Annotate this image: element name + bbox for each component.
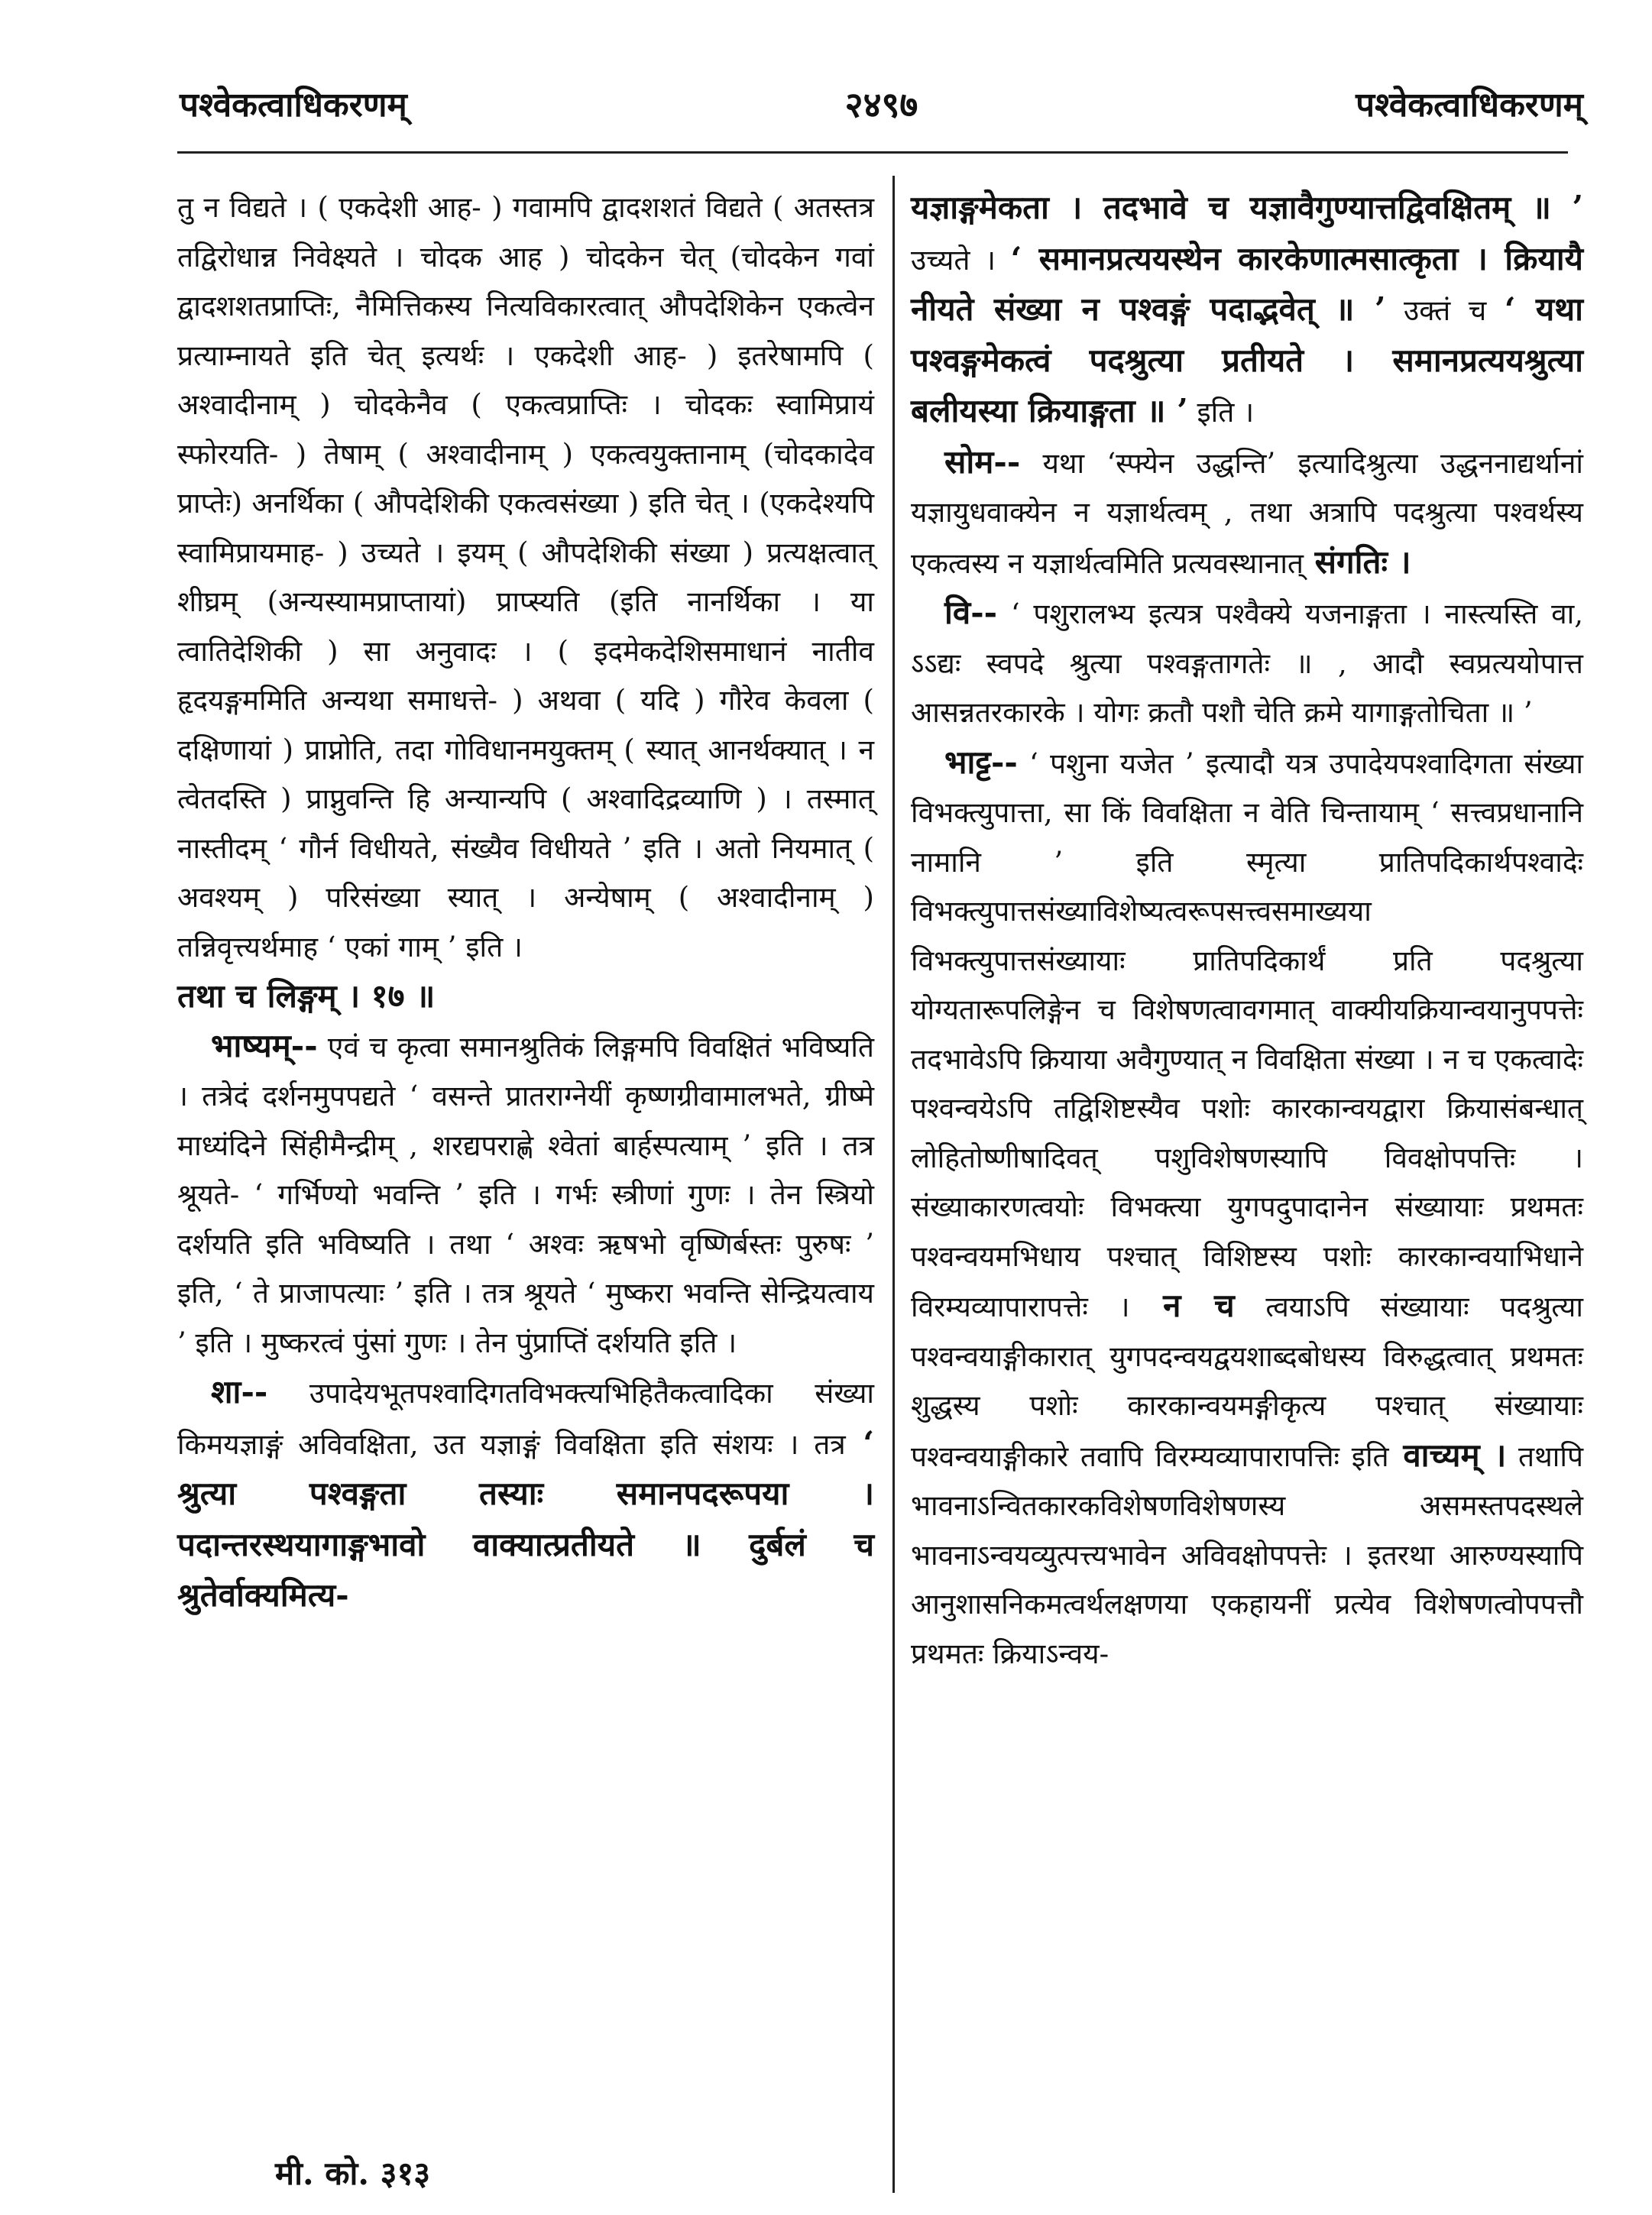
sutra-heading: तथा च लिङ्गम् । १७ ॥ [177, 977, 436, 1015]
vi-label: वि-- [944, 594, 998, 631]
som-paragraph [911, 438, 1583, 589]
bhatta-bold: न च [1129, 1287, 1235, 1324]
bhatta-text: ‘ पशुना यजेत ’ इत्यादौ यत्र उपादेयपश्वादिगता संख्या विभक्त्युपात्ता, सा किं विवक्षिता न वेति चिन्तायाम् ‘ सत्त्वप्रधानानि नामानि ’ इति स्मृत्या प्रातिपदिकार्थपश्वादेः विभक्त्युपात्तसंख्याविशेष्यत्वरूपसत्त्वसमाख्यया विभक्त्युपात्तसंख्यायाः प्रातिपदिकार्थं प्रति पदश्रुत्या योग्यतारूपलिङ्गेन च विशेषणत्वावगमात् वाक्यीयक्रियान्वयानुपपत्तेः तदभावेऽपि क्रियाया अवैगुण्यात् न विवक्षिता संख्या । न च एकत्वादेः पश्वन्वयेऽपि तद्विशिष्टस्यैव पशोः कारकान्वयद्वारा क्रियासंबन्धात् लोहितोष्णीषादिवत् पशुविशेषणस्यापि विवक्षोपपत्तिः । संख्याकारणत्वयोः विभक्त्या युगपदुपादानेन संख्यायाः प्रथमतः पश्वन्वयमभिधाय पश्चात् विशिष्टस्य पशोः कारकान्वयाभिधाने विरम्यव्यापारापत्तेः । [911, 746, 1583, 1323]
bhatta-bold-2: वाच्यम् । [1388, 1436, 1507, 1474]
header-left-title: पश्वेकत्वाधिकरणम् [180, 86, 407, 125]
text-2: उक्तं च [1385, 294, 1505, 327]
text-1: उच्यते । [911, 243, 1011, 277]
sha-paragraph [177, 1368, 874, 1622]
bhashya-label: भाष्यम्-- [211, 1026, 318, 1064]
bhatta-text-3: तथापि भावनाऽन्वितकारकविशेषणविशेषणस्य असमस्तपदस्थले भावनाऽन्वयव्युत्पत्त्यभावेन अविवक्षोपपत्तेः । इतरथा आरुण्यस्यापि आनुशासनिकमत्वर्थलक्षणया एकहायनीं प्रत्येव विशेषणत्वोपपत्तौ प्रथमतः क्रियाऽन्वय- [911, 1439, 1583, 1670]
bhatta-label: भाट्ट-- [944, 743, 1018, 781]
right-column [911, 183, 1583, 1679]
right-paragraph-1 [911, 183, 1583, 438]
som-end: संगतिः । [1304, 542, 1411, 581]
column-divider [892, 176, 895, 2193]
som-label: सोम-- [944, 442, 1021, 481]
vi-text: ‘ पशुरालभ्य इत्यत्र पश्वैक्ये यजनाङ्गता । नास्त्यस्ति वा, ऽऽद्यः स्वपदे श्रुत्या पश्वङ्गतागतेः ॥ , आदौ स्वप्रत्ययोपात्त आसन्नतरकारके । योगः क्रतौ पशौ चेति क्रमे यागाङ्गतोचिता ॥ ’ [911, 597, 1583, 729]
header-right-title: पश्वेकत्वाधिकरणम् [1356, 86, 1583, 125]
verse-2: ‘ समानप्रत्ययस्थेन कारकेणात्मसात्कृता । क्रियायै नीयते संख्या न पश्वङ्गं पदाद्भवेत् ॥ ’ [911, 239, 1583, 328]
bhatta-paragraph [911, 738, 1583, 1679]
left-column [177, 183, 874, 1622]
som-text: यथा ‘स्फ्येन उद्धन्ति’ इत्यादिश्रुत्या उद्धननाद्यर्थानां यज्ञायुधवाक्येन न यज्ञार्थत्वम् , तथा अत्रापि पदश्रुत्या पश्वर्थस्य एकत्वस्य न यज्ञार्थत्वमिति प्रत्यवस्थानात् [911, 446, 1583, 580]
bhashya-paragraph [177, 1022, 874, 1368]
bhashya-text: एवं च कृत्वा समानश्रुतिकं लिङ्गमपि विवक्षितं भविष्यति । तत्रेदं दर्शनमुपपद्यते ‘ वसन्ते प्रातराग्नेयीं कृष्णग्रीवामालभते, ग्रीष्मे माध्यंदिने सिंहीमैन्द्रीम् , शरद्यपराह्णे श्वेतां बार्हस्पत्याम् ’ इति । तत्र श्रूयते- ‘ गर्भिण्यो भवन्ति ’ इति । गर्भः स्त्रीणां गुणः । तेन स्त्रियो दर्शयति इति भविष्यति । तथा ‘ अश्वः ऋषभो वृष्णिर्बस्तः पुरुषः ’ इति, ‘ ते प्राजापत्याः ’ इति । तत्र श्रूयते ‘ मुष्करा भवन्ति सेन्द्रियत्वाय ’ इति । मुष्करत्वं पुंसां गुणः । तेन पुंप्राप्तिं दर्शयति इति । [177, 1030, 874, 1359]
verse-3: ‘ यथा पश्वङ्गमेकत्वं पदश्रुत्या प्रतीयते । समानप्रत्ययश्रुत्या बलीयस्या क्रियाङ्गता ॥ ’ [911, 290, 1584, 429]
sha-label: शा-- [211, 1373, 268, 1410]
header-rule [177, 151, 1568, 154]
footer-signature: मी. को. ३१३ [275, 2155, 431, 2192]
page-header [180, 80, 1583, 141]
bhatta-text-2: त्वयाऽपि संख्यायाः पदश्रुत्या पश्वन्वयाङ्गीकारात् युगपदन्वयद्वयशाब्दबोधस्य विरुद्धत्वात् प्रथमतः शुद्धस्य पशोः कारकान्वयमङ्गीकृत्य पश्चात् संख्यायाः पश्वन्वयाङ्गीकारे तवापि विरम्यव्यापारापत्तिः इति [911, 1290, 1583, 1473]
sha-verse: ‘ श्रुत्या पश्वङ्गता तस्याः समानपदरूपया । पदान्तरस्थयागाङ्गभावो वाक्यात्प्रतीयते ॥ दुर्बलं च श्रुतेर्वाक्यमित्य- [177, 1423, 874, 1614]
text-3: इति । [1187, 396, 1255, 429]
vi-paragraph [911, 588, 1583, 738]
verse-1: यज्ञाङ्गमेकता । तदभावे च यज्ञावैगुण्यात्तद्विवक्षितम् ॥ ’ [911, 189, 1583, 226]
left-paragraph-1: तु न विद्यते । ( एकदेशी आह- ) गवामपि द्वादशशतं विद्यते ( अतस्तत्र तद्विरोधान्न निवेक्ष्यते । चोदक आह ) चोदकेन चेत् (चोदकेन गवां द्वादशशतप्राप्तिः, नैमित्तिकस्य नित्यविकारत्वात् औपदेशिकेन एकत्वेन प्रत्याम्नायते इति चेत् इत्यर्थः । एकदेशी आह- ) इतरेषामपि ( अश्वादीनाम् ) चोदकेनैव ( एकत्वप्राप्तिः । चोदकः स्वामिप्रायं स्फोरयति- ) तेषाम् ( अश्वादीनाम् ) एकत्वयुक्तानाम् (चोदकादेव प्राप्तेः) अनर्थिका ( औपदेशिकी एकत्वसंख्या ) इति चेत् । (एकदेश्यपि स्वामिप्रायमाह- ) उच्यते । इयम् ( औपदेशिकी संख्या ) प्रत्यक्षत्वात् शीघ्रम् (अन्यस्यामप्राप्तायां) प्राप्स्यति (इति नानर्थिका । या त्वातिदेशिकी ) सा अनुवादः । ( इदमेकदेशिसमाधानं नातीव हृदयङ्गममिति अन्यथा समाधत्ते- ) अथवा ( यदि ) गौरेव केवला ( दक्षिणायां ) प्राप्नोति, तदा गोविधानमयुक्तम् ( स्यात् आनर्थक्यात् । न त्वेतदस्ति ) प्राप्नुवन्ति हि अन्यान्यपि ( अश्वादिद्रव्याणि ) । तस्मात् नास्तीदम् ‘ गौर्न विधीयते, संख्यैव विधीयते ’ इति । अतो नियमात् ( अवश्यम् ) परिसंख्या स्यात् । अन्येषाम् ( अश्वादीनाम् ) तन्निवृत्त्यर्थमाह ‘ एकां गाम् ’ इति । [177, 191, 874, 963]
page-number: २४९७ [844, 84, 918, 125]
sha-text: उपादेयभूतपश्वादिगतविभक्त्यभिहितैकत्वादिका संख्या किमयज्ञाङ्गं अविवक्षिता, उत यज्ञाङ्गं विवक्षिता इति संशयः । तत्र [177, 1377, 874, 1461]
